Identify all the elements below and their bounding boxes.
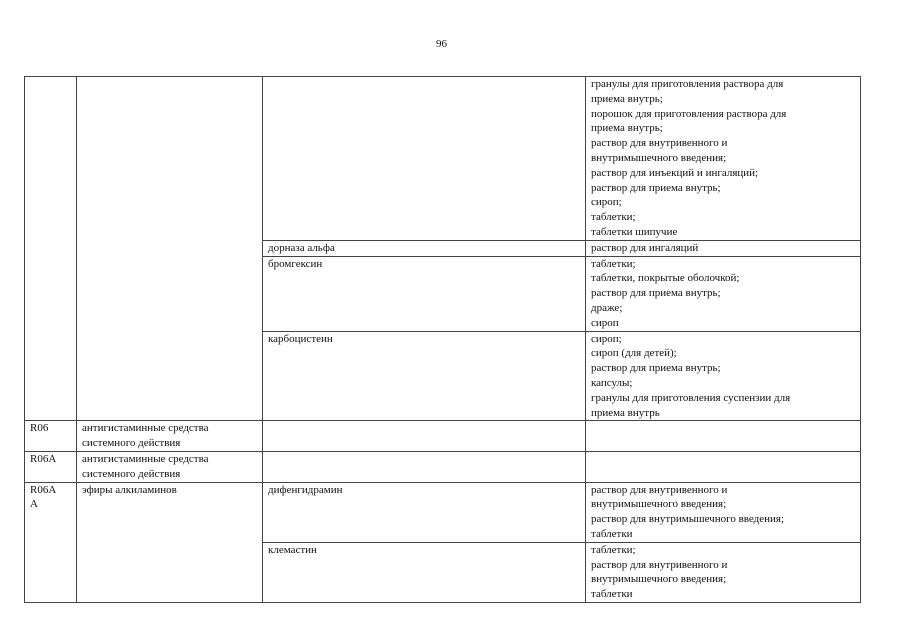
dosage-form-line: приема внутрь; (591, 92, 663, 105)
atc-code: R06A (30, 452, 57, 465)
pharm-group-line: антигистаминные средства (82, 452, 209, 465)
dosage-form-line: гранулы для приготовления раствора для (591, 78, 784, 90)
dosage-form-cell (586, 77, 861, 241)
inn-cell: клемастин (263, 542, 586, 602)
dosage-form-cell (586, 256, 861, 331)
dosage-form-line: раствор для приема внутрь; (591, 181, 721, 194)
inn-cell (263, 77, 586, 241)
inn-cell: дифенгидрамин (263, 482, 586, 542)
table-row (25, 482, 861, 542)
dosage-form-line: раствор для ингаляций (591, 241, 699, 254)
dosage-form-cell (586, 421, 861, 452)
page-number: 96 (436, 38, 447, 50)
dosage-form-line: раствор для внутривенного и (591, 137, 728, 150)
dosage-form-line: раствор для внутривенного и (591, 558, 728, 571)
dosage-form-line: таблетки, покрытые оболочкой; (591, 272, 740, 285)
dosage-form-line: драже; (591, 301, 623, 314)
dosage-form-line: таблетки (591, 588, 633, 601)
drug-table (24, 76, 861, 603)
dosage-form-line: сироп (для детей); (591, 347, 677, 360)
dosage-form-cell (586, 482, 861, 542)
pharm-group-cell (77, 421, 263, 452)
dosage-form-cell (586, 240, 861, 256)
dosage-form-line: капсулы; (591, 376, 633, 389)
table-row (25, 451, 861, 482)
atc-code-cell (25, 421, 77, 452)
atc-code: A (30, 498, 38, 511)
dosage-form-line: внутримышечного введения; (591, 573, 727, 586)
dosage-form-line: сироп; (591, 332, 622, 345)
pharm-group-line: эфиры алкиламинов (82, 483, 177, 496)
pharm-group-cell (77, 482, 263, 602)
dosage-form-line: приема внутрь; (591, 122, 663, 135)
pharm-group-cell (77, 77, 263, 421)
dosage-form-line: приема внутрь (591, 406, 660, 419)
pharm-group-line: системного действия (82, 467, 181, 480)
atc-code-cell (25, 77, 77, 421)
dosage-form-line: таблетки; (591, 543, 636, 556)
pharm-group-line: антигистаминные средства (82, 422, 209, 435)
inn-cell (263, 451, 586, 482)
inn-cell: бромгексин (263, 256, 586, 331)
pharm-group-cell (77, 451, 263, 482)
dosage-form-line: раствор для приема внутрь; (591, 362, 721, 375)
dosage-form-line: сироп (591, 316, 619, 329)
table-row (25, 421, 861, 452)
inn-cell (263, 421, 586, 452)
dosage-form-line: порошок для приготовления раствора для (591, 107, 787, 120)
dosage-form-line: таблетки; (591, 257, 636, 270)
dosage-form-line: таблетки; (591, 211, 636, 224)
inn-cell: дорназа альфа (263, 240, 586, 256)
dosage-form-line: раствор для инъекций и ингаляций; (591, 166, 759, 179)
dosage-form-line: таблетки шипучие (591, 225, 678, 238)
dosage-form-line: раствор для внутривенного и (591, 483, 728, 496)
pharm-group-line: системного действия (82, 437, 181, 450)
dosage-form-line: раствор для приема внутрь; (591, 287, 721, 300)
dosage-form-cell (586, 451, 861, 482)
dosage-form-line: раствор для внутримышечного введения; (591, 513, 785, 526)
inn-cell: карбоцистеин (263, 331, 586, 421)
table-row (25, 77, 861, 241)
dosage-form-line: гранулы для приготовления суспензии для (591, 391, 791, 404)
atc-code: R06 (30, 422, 49, 435)
dosage-form-line: сироп; (591, 196, 622, 209)
dosage-form-line: внутримышечного введения; (591, 498, 727, 511)
dosage-form-cell (586, 542, 861, 602)
atc-code: R06A (30, 483, 57, 496)
dosage-form-cell (586, 331, 861, 421)
dosage-form-line: таблетки (591, 527, 633, 540)
atc-code-cell (25, 451, 77, 482)
atc-code-cell (25, 482, 77, 602)
dosage-form-line: внутримышечного введения; (591, 151, 727, 164)
